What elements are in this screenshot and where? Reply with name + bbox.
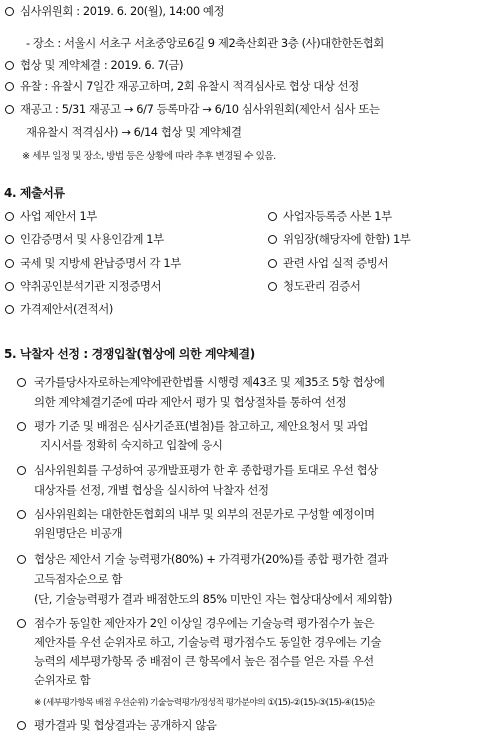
- venue: - 장소 : 서울시 서초구 서초중앙로6길 9 제2축산회관 3층 (사)대한한돈협회: [26, 36, 384, 50]
- doc-item: 인감증명서 및 사용인감계 1부: [20, 232, 164, 246]
- bullet-circle-icon: [268, 259, 277, 268]
- bullet-circle-icon: [5, 82, 14, 91]
- selection-p2-line2: 지시서를 정확히 숙지하고 입찰에 응시: [40, 438, 223, 452]
- selection-p6-line2: 제안자를 우선 순위자로 하고, 기술능력 평가점수도 동일한 경우에는 기술: [34, 635, 382, 649]
- selection-p5-line2: 고득점자순으로 함: [34, 572, 123, 586]
- committee-date: 심사위원회 : 2019. 6. 20(월), 14:00 예정: [20, 4, 225, 18]
- bullet-circle-icon: [5, 235, 14, 244]
- rebid-line-1: 재공고 : 5/31 재공고 → 6/7 등록마감 → 6/10 심사위원회(제안서 심사 또는: [20, 102, 380, 116]
- selection-p1-line1: 국가를당사자로하는계약에관한법률 시행령 제43조 및 제35조 5항 협상에: [34, 375, 385, 389]
- doc-item: 가격제안서(견적서): [20, 302, 113, 316]
- rebid-line-2: 재유찰시 적격심사) → 6/14 협상 및 계약체결: [26, 125, 242, 139]
- selection-p2-line1: 평가 기준 및 배점은 심사기준표(별첨)를 참고하고, 제안요청서 및 과업: [34, 419, 368, 433]
- bullet-circle-icon: [268, 235, 277, 244]
- selection-p6-note: ※ (세부평가항목 배점 우선순위) 기술능력평가/정성적 평가분야의 ①(15)-②(15)-③(15)-④(15)순: [34, 698, 375, 708]
- bullet-circle-icon: [5, 305, 14, 314]
- bullet-circle-icon: [5, 105, 14, 114]
- bullet-circle-icon: [17, 466, 26, 475]
- bullet-circle-icon: [17, 422, 26, 431]
- doc-item: 사업자등록증 사본 1부: [283, 209, 392, 223]
- failed-bid: 유찰 : 유찰시 7일간 재공고하며, 2회 유찰시 적격심사로 협상 대상 선정: [20, 79, 359, 93]
- bullet-circle-icon: [17, 555, 26, 564]
- bullet-circle-icon: [5, 259, 14, 268]
- selection-p7: 평가결과 및 협상결과는 공개하지 않음: [34, 718, 217, 732]
- selection-p6-line3: 능력의 세부평가항목 중 배점이 큰 항목에서 높은 점수를 얻은 자를 우선: [34, 654, 374, 668]
- bullet-circle-icon: [5, 212, 14, 221]
- selection-p6-line1: 점수가 동일한 제안자가 2인 이상일 경우에는 기술능력 평가점수가 높은: [34, 616, 375, 630]
- doc-item: 약취공인분석기관 지정증명서: [20, 279, 162, 293]
- doc-item: 관련 사업 실적 증빙서: [283, 256, 389, 270]
- contract-date: 협상 및 계약체결 : 2019. 6. 7(금): [20, 58, 184, 72]
- doc-item: 위임장(해당자에 한함) 1부: [283, 232, 411, 246]
- selection-p1-line2: 의한 계약체결기준에 따라 제안서 평가 및 협상절차를 통하여 선정: [34, 395, 347, 409]
- bullet-circle-icon: [17, 510, 26, 519]
- selection-p6-line4: 순위자로 함: [34, 673, 91, 687]
- selection-p3-line2: 대상자를 선정, 개별 협상을 실시하여 낙찰자 선정: [34, 483, 269, 497]
- selection-p5-line1: 협상은 제안서 기술 능력평가(80%) + 가격평가(20%)를 종합 평가한 결과: [34, 552, 388, 566]
- bullet-circle-icon: [5, 61, 14, 70]
- doc-item: 청도관리 검증서: [283, 279, 361, 293]
- selection-p5-line3: (단, 기술능력평가 결과 배점한도의 85% 미만인 자는 협상대상에서 제외함): [34, 592, 393, 606]
- selection-p3-line1: 심사위원회를 구성하여 공개발표평가 한 후 종합평가를 토대로 우선 협상: [34, 463, 378, 477]
- schedule-note: ※ 세부 일정 및 장소, 방법 등은 상황에 따라 추후 변경될 수 있음.: [22, 151, 276, 162]
- bullet-circle-icon: [17, 619, 26, 628]
- doc-item: 사업 제안서 1부: [20, 209, 97, 223]
- bullet-circle-icon: [5, 7, 14, 16]
- bullet-circle-icon: [5, 282, 14, 291]
- bullet-circle-icon: [268, 282, 277, 291]
- selection-p4-line1: 심사위원회는 대한한돈협회의 내부 및 외부의 전문가로 구성할 예정이며: [34, 507, 375, 521]
- bullet-circle-icon: [268, 212, 277, 221]
- selection-heading: 5. 낙찰자 선정 : 경쟁입찰(협상에 의한 계약체결): [4, 347, 255, 361]
- bullet-circle-icon: [17, 378, 26, 387]
- doc-item: 국세 및 지방세 완납증명서 각 1부: [20, 256, 181, 270]
- bullet-circle-icon: [17, 721, 26, 730]
- documents-heading: 4. 제출서류: [4, 186, 65, 200]
- selection-p4-line2: 위원명단은 비공개: [34, 526, 123, 540]
